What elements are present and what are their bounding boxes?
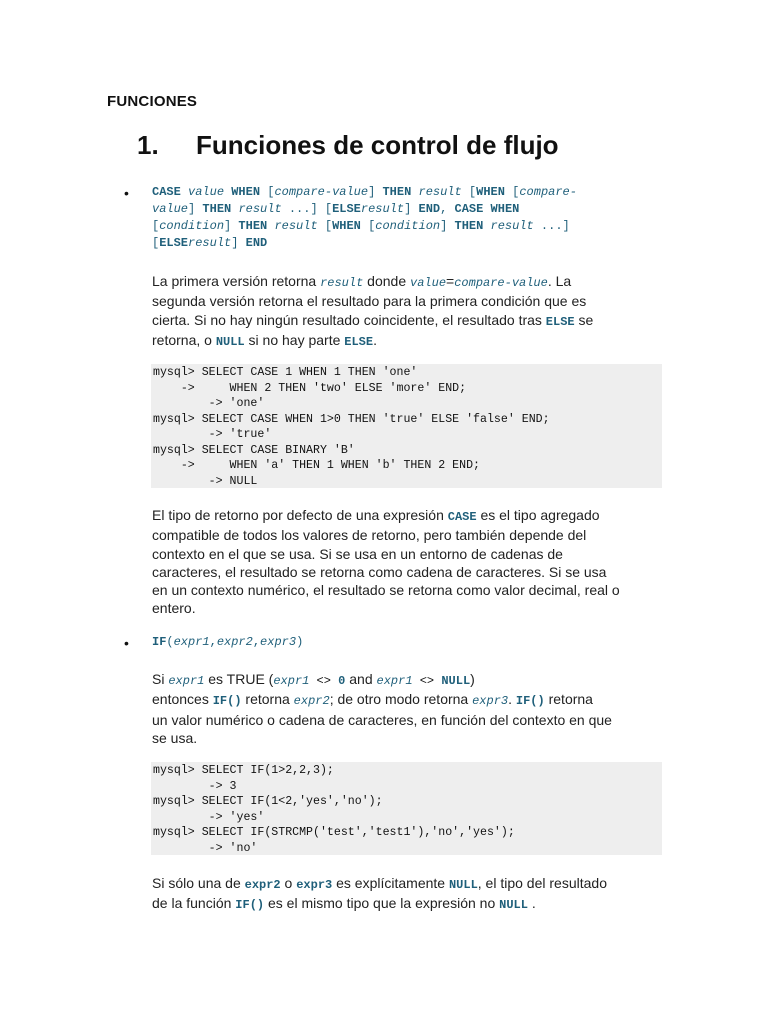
text-run: ]: [368, 185, 383, 199]
text-run: ,: [252, 635, 261, 649]
text-run: ): [470, 671, 475, 687]
text-run: NULL: [448, 878, 478, 892]
text-run: retorna: [241, 691, 294, 708]
text-run: compare-value: [274, 185, 369, 199]
code-line: mysql> SELECT IF(1>2,2,3);: [153, 764, 334, 777]
text-run: CASE: [454, 202, 484, 216]
if-null-type-description: [152, 874, 607, 915]
document-heading: FUNCIONES: [107, 93, 198, 110]
text-run: NULL: [441, 674, 471, 688]
case-code-example: [151, 364, 662, 488]
code-line: -> WHEN 2 THEN 'two' ELSE 'more' END;: [153, 381, 467, 395]
code-line: mysql> SELECT IF(STRCMP('test','test1'),'no','yes');: [153, 826, 515, 839]
code-line: mysql> SELECT IF(1<2,'yes','no');: [153, 795, 383, 808]
text-run: result: [490, 219, 534, 233]
text-run: expr3: [296, 878, 333, 892]
text-line: [152, 711, 612, 729]
text-run: un valor numérico o cadena de caracteres, en función del contexto en que: [152, 711, 612, 728]
text-run: value: [410, 276, 447, 290]
text-run: THEN: [202, 202, 232, 216]
text-run: ...]: [533, 219, 570, 233]
text-line: [152, 599, 620, 617]
code-line: mysql> SELECT CASE 1 WHEN 1 THEN 'one': [153, 366, 418, 379]
text-line: [152, 874, 607, 894]
text-run: donde: [363, 273, 411, 289]
text-line: [152, 634, 303, 651]
text-run: expr2: [244, 878, 281, 892]
text-line: [152, 581, 620, 599]
text-run: IF: [152, 635, 167, 649]
text-run: condition: [375, 219, 441, 233]
text-line: [152, 272, 593, 292]
text-run: si no hay parte: [244, 331, 345, 348]
text-run: retorna, o: [152, 331, 216, 348]
text-run: ): [296, 635, 304, 649]
text-run: expr1: [168, 674, 205, 688]
text-run: La primera versión retorna: [152, 273, 321, 289]
text-run: El tipo de retorno por defecto de una expresión: [152, 507, 448, 523]
text-run: retorna: [544, 691, 593, 708]
text-run: IF(): [235, 898, 265, 913]
text-run: compatible de todos los valores de retorno, pero también depende del: [152, 527, 587, 544]
case-return-type-description: [152, 506, 620, 618]
text-run: caracteres, el resultado se retorna como cadena de caracteres. Si se usa: [152, 563, 607, 580]
text-line: [152, 292, 593, 310]
text-run: [: [317, 219, 333, 233]
section-title: Funciones de control de flujo: [196, 130, 559, 160]
text-line: [152, 235, 577, 252]
text-run: ]: [224, 219, 239, 233]
text-run: [: [152, 219, 160, 233]
text-run: NULL: [499, 898, 528, 913]
text-run: [: [260, 185, 275, 199]
text-line: [152, 184, 577, 201]
text-run: IF(): [515, 694, 545, 709]
text-run: ELSE: [344, 334, 374, 349]
text-run: expr1: [376, 674, 413, 688]
code-line: -> 'true': [153, 428, 272, 441]
text-line: [152, 894, 607, 914]
text-run: [483, 219, 490, 233]
text-run: [: [152, 236, 160, 250]
text-run: expr1: [173, 635, 210, 649]
text-run: THEN: [238, 219, 268, 233]
text-run: [411, 185, 418, 199]
text-run: .: [508, 691, 516, 708]
text-line: [152, 506, 620, 526]
text-run: ...] [: [281, 202, 333, 216]
code-line: -> 3: [153, 779, 237, 793]
text-line: [152, 526, 620, 544]
text-run: CASE: [152, 185, 181, 199]
code-line: -> 'no': [153, 841, 258, 855]
text-run: and: [345, 671, 377, 687]
text-run: [: [461, 185, 477, 199]
text-run: . La: [547, 273, 572, 289]
text-run: 0: [338, 674, 346, 688]
text-run: cierta. Si no hay ningún resultado coincidente, el resultado tras: [152, 311, 546, 328]
text-line: [152, 545, 620, 563]
text-run: expr1: [273, 674, 310, 688]
case-syntax: [152, 184, 577, 252]
text-run: Si: [152, 671, 169, 687]
case-description: [152, 272, 593, 351]
text-run: [181, 185, 188, 199]
text-run: CASE: [447, 510, 477, 524]
text-line: [152, 563, 620, 581]
text-run: en un contexto numérico, el resultado se retorna como valor decimal, real o: [152, 582, 620, 599]
text-run: (: [166, 635, 174, 649]
text-run: .: [527, 895, 536, 912]
text-run: WHEN: [231, 185, 261, 199]
text-run: WHEN: [476, 185, 505, 199]
text-line: [152, 729, 612, 747]
text-run: de la función: [152, 895, 236, 912]
text-run: ]: [231, 236, 246, 250]
text-run: se usa.: [152, 729, 198, 746]
text-run: .: [373, 331, 377, 348]
text-line: [152, 201, 577, 218]
text-run: condition: [159, 219, 225, 233]
text-run: [483, 202, 490, 216]
text-run: expr3: [472, 694, 509, 709]
text-run: expr3: [260, 635, 297, 649]
text-run: result: [188, 236, 232, 250]
text-line: [152, 690, 612, 710]
text-run: se: [574, 311, 594, 328]
text-run: NULL: [215, 334, 245, 349]
text-run: [: [360, 219, 376, 233]
code-line: mysql> SELECT CASE WHEN 1>0 THEN 'true' ELSE 'false' END;: [153, 412, 550, 426]
text-run: <>: [412, 674, 442, 688]
text-run: es explícitamente: [332, 875, 449, 891]
text-run: ,: [209, 635, 217, 649]
text-run: THEN: [454, 219, 484, 233]
code-line: -> WHEN 'a' THEN 1 WHEN 'b' THEN 2 END;: [153, 459, 480, 472]
text-run: es el mismo tipo que la expresión no: [264, 895, 500, 912]
if-code-example: [151, 762, 662, 855]
text-run: compare-: [519, 185, 577, 199]
text-run: ELSE: [545, 314, 575, 329]
text-run: result: [418, 185, 462, 199]
text-run: result: [360, 202, 405, 216]
text-run: result: [320, 276, 364, 290]
text-run: entonces: [152, 691, 213, 708]
text-run: ]: [440, 219, 455, 233]
bullet-case: •: [124, 185, 129, 201]
text-run: result: [274, 219, 318, 233]
code-line: mysql> SELECT CASE BINARY 'B': [153, 443, 355, 457]
text-run: END: [245, 236, 268, 250]
text-run: [: [504, 185, 520, 199]
text-run: WHEN: [332, 219, 361, 233]
text-run: ELSE: [332, 202, 361, 216]
text-line: [152, 331, 593, 351]
text-line: [152, 218, 577, 235]
text-run: , el tipo del resultado: [477, 875, 607, 891]
text-run: expr2: [216, 635, 253, 649]
text-run: value: [152, 202, 189, 216]
text-run: segunda versión retorna el resultado para la primera condición que es: [152, 293, 587, 310]
text-run: ; de otro modo retorna: [329, 691, 473, 708]
code-line: -> 'one': [153, 397, 265, 410]
text-run: IF(): [212, 694, 242, 709]
text-run: ]: [404, 202, 419, 216]
text-run: contexto en el que se usa. Si se usa en un entorno de cadenas de: [152, 545, 563, 562]
text-run: value: [188, 185, 225, 199]
text-run: expr2: [293, 694, 330, 709]
text-run: Si sólo una de: [152, 875, 245, 891]
text-run: END: [418, 202, 441, 216]
text-run: WHEN: [490, 202, 520, 216]
code-line: -> 'yes': [153, 810, 265, 824]
text-run: es el tipo agregado: [476, 507, 600, 523]
text-line: [152, 311, 593, 331]
if-description: [152, 670, 612, 747]
text-line: [152, 670, 612, 690]
text-run: ELSE: [159, 236, 189, 250]
text-run: entero.: [152, 600, 196, 617]
text-run: compare-value: [454, 276, 548, 290]
text-run: THEN: [382, 185, 412, 199]
text-run: result: [238, 202, 282, 216]
text-run: es TRUE (: [204, 671, 274, 687]
text-run: <>: [309, 674, 339, 688]
text-run: =: [446, 273, 455, 289]
bullet-if: •: [124, 635, 129, 651]
text-run: o: [280, 875, 297, 891]
text-run: ,: [440, 202, 455, 216]
if-syntax: [152, 634, 303, 651]
text-run: ]: [188, 202, 203, 216]
section-number: 1.: [137, 130, 159, 160]
code-line: -> NULL: [153, 474, 258, 488]
